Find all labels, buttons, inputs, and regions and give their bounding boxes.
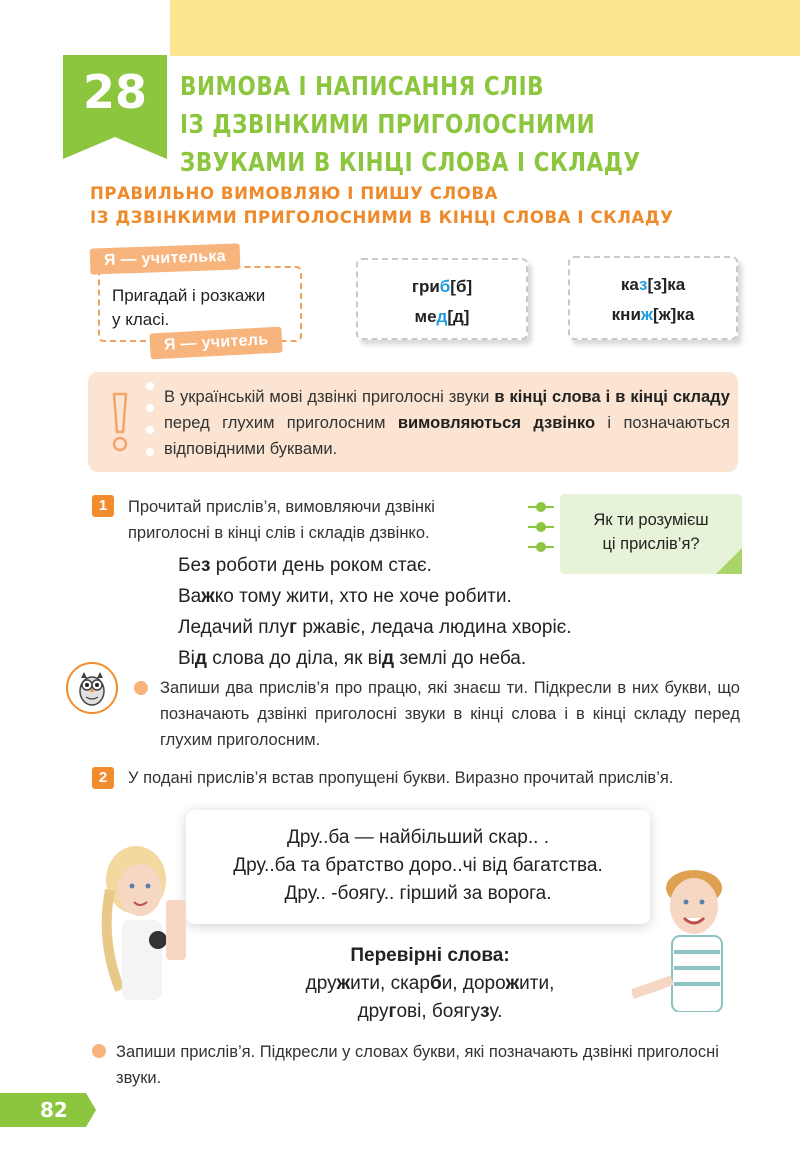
task-number-badge: 2 — [92, 767, 114, 789]
bullet-dot — [92, 1044, 106, 1058]
fill-in-line: Дру..ба — найбільший скар.. . — [287, 827, 549, 848]
check-words-line: другові, боягузу. — [357, 1001, 503, 1022]
role-prompt-text — [112, 284, 265, 332]
example-word: гриб[б] — [411, 277, 473, 296]
top-decor-bar — [170, 0, 800, 56]
owl-icon — [66, 662, 118, 714]
question-bullets-decor — [528, 498, 554, 558]
fill-in-line: Дру..ба та братство доро..чі від багатства. — [233, 855, 603, 876]
lesson-number-ribbon — [63, 55, 167, 159]
lesson-title-line: ІЗ ДЗВІНКИМИ ПРИГОЛОСНИМИ — [180, 110, 596, 140]
rule-box — [88, 372, 738, 472]
proverb-line: Від слова до діла, як від землі до неба. — [178, 648, 527, 669]
lesson-title — [180, 68, 780, 182]
lesson-subtitle — [90, 182, 790, 230]
proverbs-list — [178, 550, 658, 674]
proverb-line: Без роботи день роком стає. — [178, 555, 432, 576]
task1-instruction: Прочитай прислів’я, вимовляючи дзвінкі приголосні в кінці слів і складів дзвінко. — [128, 498, 435, 542]
role-prompt-line: у класі. — [112, 310, 170, 329]
example-word: книж[ж]ка — [611, 305, 695, 324]
example-word: каз[з]ка — [620, 275, 686, 294]
bullet-dot — [134, 681, 148, 695]
example-card-end-of-word — [356, 258, 528, 340]
check-words-block — [230, 942, 630, 1026]
proverb-line: Важко тому жити, хто не хоче робити. — [178, 586, 512, 607]
girl-illustration — [100, 840, 190, 1010]
check-words-line: дружити, скарби, дорожити, — [305, 973, 555, 994]
subtitle-line: ІЗ ДЗВІНКИМИ ПРИГОЛОСНИМИ В КІНЦІ СЛОВА І СКЛАДУ — [90, 208, 674, 227]
question-card-fold — [716, 548, 742, 574]
task2-instruction: У подані прислів’я встав пропущені букви. Виразно прочитай прислів’я. — [128, 769, 674, 787]
role-tag-teacher-female: Я — учителька — [90, 243, 241, 274]
boy-illustration — [632, 862, 742, 1012]
owl-drawing — [68, 664, 116, 712]
fill-in-proverbs-card — [186, 810, 650, 924]
role-tag-teacher-male: Я — учитель — [149, 327, 283, 360]
rule-text: В українській мові дзвінкі приголосні звуки в кінці слова і в кінці складу перед глухим приголосним вимовляються дзвінко і позначаються відповідними буквами. — [164, 388, 730, 458]
exclamation-icon — [106, 392, 134, 454]
example-card-end-of-syllable — [568, 256, 738, 340]
proverb-line: Ледачий плуг ржавіє, ледача людина хворіє. — [178, 617, 572, 638]
lesson-title-line: ЗВУКАМИ В КІНЦІ СЛОВА І СКЛАДУ — [180, 148, 641, 178]
task-number-badge: 1 — [92, 495, 114, 517]
page-number: 82 — [40, 1098, 68, 1122]
fill-in-line: Дру.. -боягу.. гірший за ворога. — [284, 883, 552, 904]
owl-task-text: Запиши два прислів’я про працю, які знаєш ти. Підкресли в них букви, що позначають дзвінкі приголосні звуки в кінці слова і в кінці складу перед глухим приголосним. — [160, 679, 740, 749]
question-card: Як ти розумієш ці прислів’я? — [560, 494, 742, 574]
rule-dots-decor — [146, 382, 156, 470]
role-prompt-line: Пригадай і розкажи — [112, 286, 266, 305]
final-task-text: Запиши прислів’я. Підкресли у словах букви, які позначають дзвінкі приголосні звуки. — [116, 1043, 719, 1087]
lesson-number: 28 — [82, 65, 147, 119]
check-words-title: Перевірні слова: — [350, 945, 510, 966]
subtitle-line: ПРАВИЛЬНО ВИМОВЛЯЮ І ПИШУ СЛОВА — [90, 184, 498, 203]
lesson-title-line: ВИМОВА І НАПИСАННЯ СЛІВ — [180, 72, 545, 102]
example-word: мед[д] — [414, 307, 470, 326]
